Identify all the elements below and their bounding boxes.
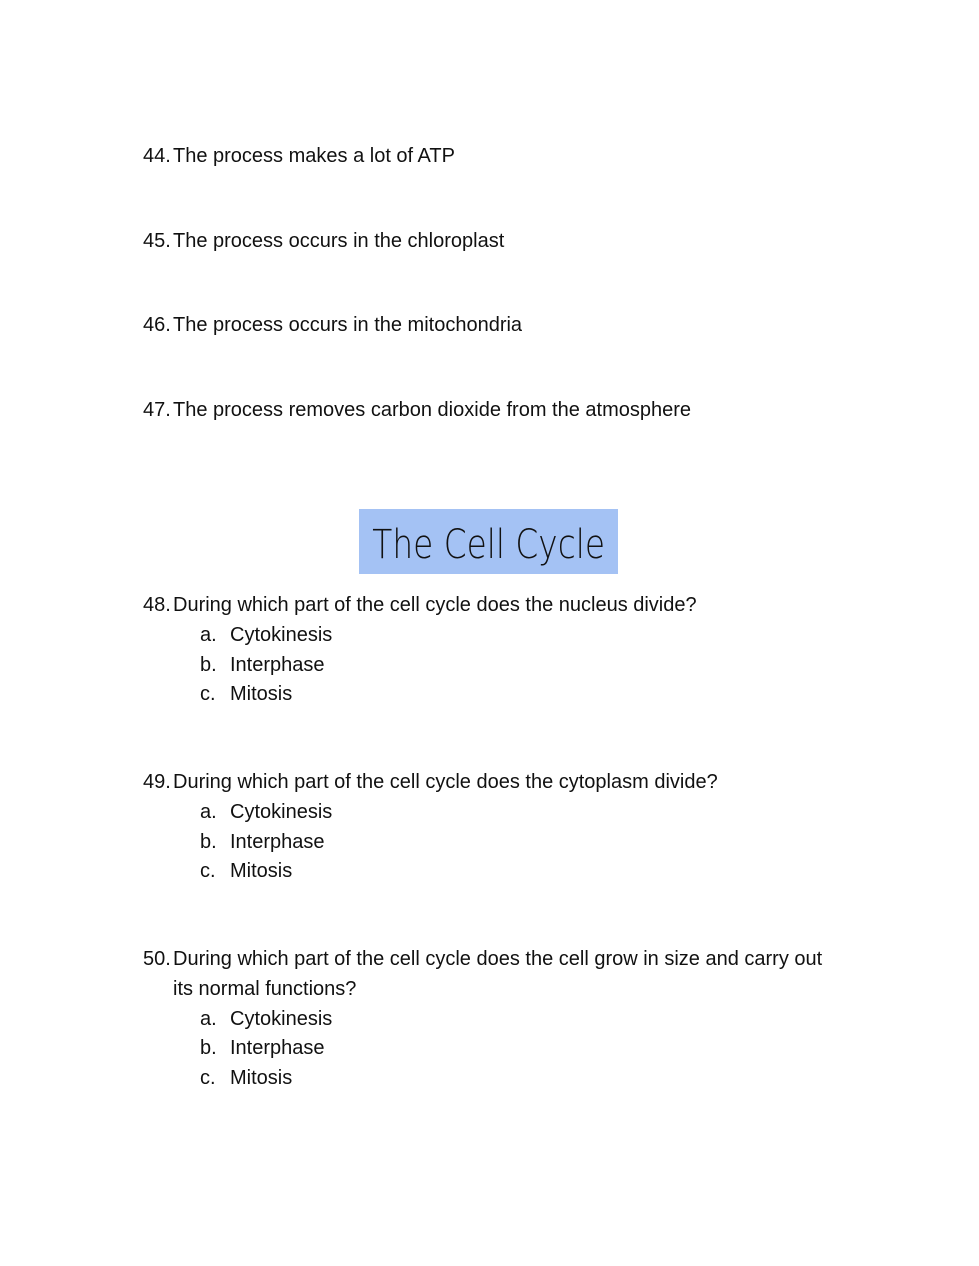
question-text: The process occurs in the chloroplast	[173, 230, 505, 252]
question-number: 47.	[143, 399, 171, 421]
option-letter: c.	[200, 860, 216, 882]
option-letter: c.	[200, 683, 216, 705]
option-letter: a.	[200, 1008, 217, 1030]
question-text: During which part of the cell cycle does the nucleus divide?	[173, 594, 697, 616]
answer-option	[200, 679, 292, 709]
answer-option	[200, 1004, 332, 1034]
question-text: During which part of the cell cycle does the cytoplasm divide?	[173, 771, 718, 793]
question-number: 46.	[143, 314, 171, 336]
option-text: Interphase	[230, 831, 325, 853]
question-text: The process occurs in the mitochondria	[173, 314, 523, 336]
question-44	[143, 141, 455, 171]
section-heading-title	[364, 512, 614, 572]
answer-option	[200, 856, 292, 886]
question-48	[143, 590, 697, 620]
option-letter: b.	[200, 831, 217, 853]
answer-option	[200, 1063, 292, 1093]
option-letter: b.	[200, 654, 217, 676]
question-text-continued: its normal functions?	[173, 978, 357, 1000]
question-text: The process removes carbon dioxide from the atmosphere	[173, 399, 692, 421]
answer-option	[200, 620, 332, 650]
answer-option	[200, 827, 325, 857]
question-number: 45.	[143, 230, 171, 252]
question-49	[143, 767, 718, 797]
option-letter: b.	[200, 1037, 217, 1059]
option-text: Cytokinesis	[230, 624, 333, 646]
question-text: During which part of the cell cycle does the cell grow in size and carry out	[173, 948, 823, 970]
option-text: Mitosis	[230, 683, 293, 705]
question-text: The process makes a lot of ATP	[173, 145, 455, 167]
question-number: 48.	[143, 594, 171, 616]
option-text: Mitosis	[230, 860, 293, 882]
option-text: Interphase	[230, 1037, 325, 1059]
option-letter: a.	[200, 801, 217, 823]
answer-option	[200, 797, 332, 827]
question-46	[143, 310, 522, 340]
option-letter: a.	[200, 624, 217, 646]
question-number: 50.	[143, 948, 171, 970]
option-text: Interphase	[230, 654, 325, 676]
option-text: Cytokinesis	[230, 801, 333, 823]
answer-option	[200, 650, 325, 680]
option-letter: c.	[200, 1067, 216, 1089]
option-text: Mitosis	[230, 1067, 293, 1089]
question-47	[143, 395, 691, 425]
option-text: Cytokinesis	[230, 1008, 333, 1030]
question-45	[143, 226, 504, 256]
answer-option	[200, 1033, 325, 1063]
section-heading	[359, 509, 618, 574]
question-number: 44.	[143, 145, 171, 167]
question-50	[143, 944, 822, 1004]
question-number: 49.	[143, 771, 171, 793]
section-heading-text: The Cell Cycle	[371, 520, 605, 568]
